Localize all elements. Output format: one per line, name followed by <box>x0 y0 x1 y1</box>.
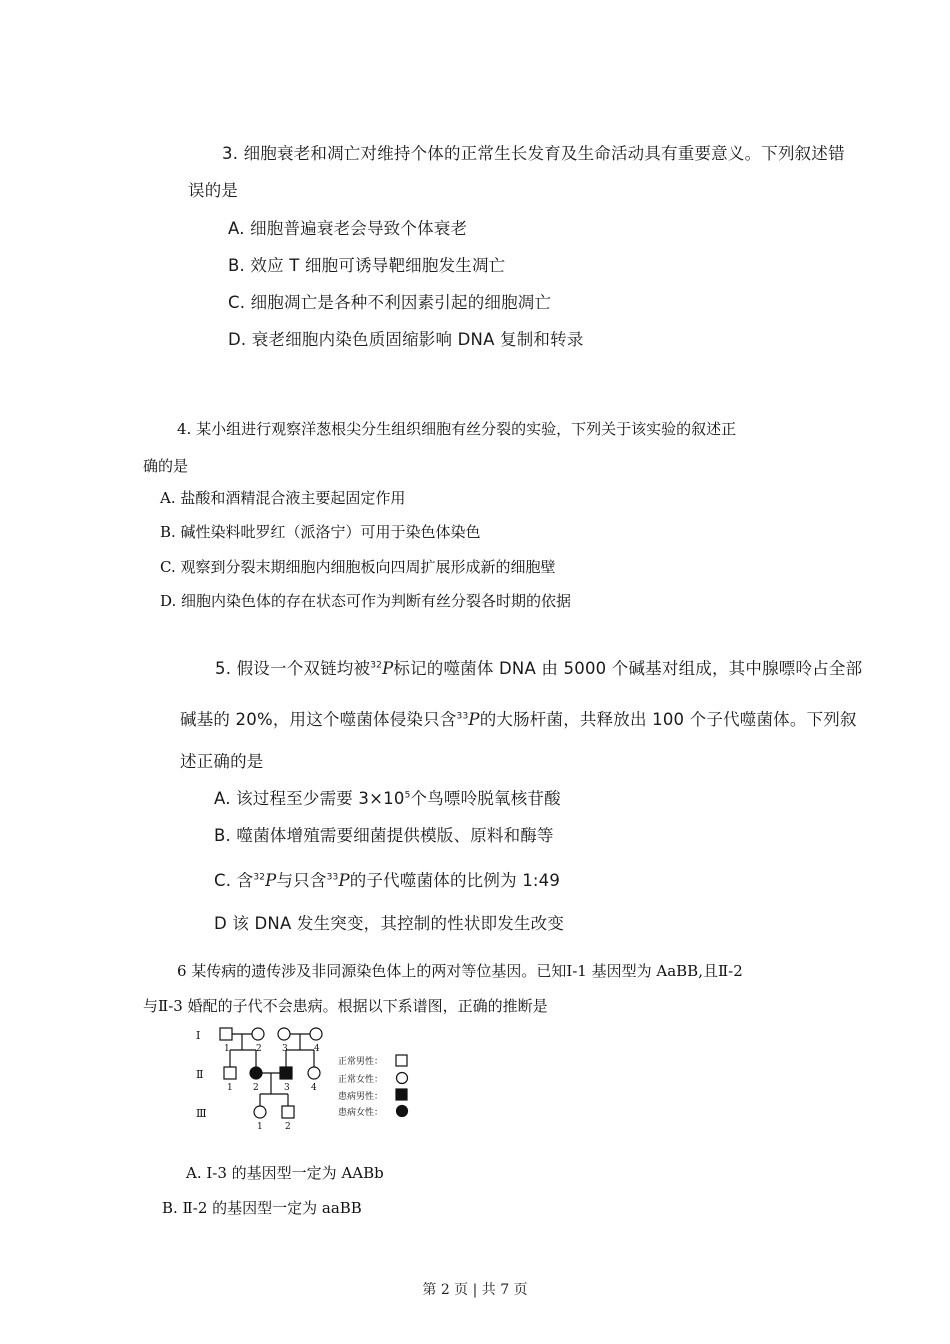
q4-option-d: D. 细胞内染色体的存在状态可作为判断有丝分裂各时期的依据 <box>160 592 572 610</box>
page-footer: 第 2 页 | 共 7 页 <box>422 1282 528 1298</box>
q4-option-b: B. 碱性染料吡罗红（派洛宁）可用于染色体染色 <box>160 523 481 541</box>
q5-stem-line3: 述正确的是 <box>180 752 264 771</box>
pedigree-chart <box>190 1022 430 1137</box>
q5-optc-post: 的子代噬菌体的比例为 1:49 <box>349 871 561 890</box>
q5-stem-line2 <box>180 706 857 730</box>
q6-stem-line2: 与Ⅱ-3 婚配的子代不会患病。根据以下系谱图，正确的推断是 <box>143 997 548 1015</box>
q5-line1-post: 标记的噬菌体 DNA 由 5000 个碱基对组成，其中腺嘌呤占全部 <box>393 659 863 678</box>
q5-opta-pre: A. 该过程至少需要 3×10 <box>214 789 405 808</box>
gen1-number-4: 4 <box>314 1044 320 1054</box>
q3-option-c: C. 细胞凋亡是各种不利因素引起的细胞凋亡 <box>228 293 552 312</box>
gen2-number-2: 2 <box>253 1083 259 1093</box>
q5-optc-p2: P <box>338 871 350 890</box>
q3-stem-line2: 误的是 <box>188 181 239 200</box>
legend-symbol-normal-male <box>396 1055 407 1066</box>
q5-line2-pre: 碱基的 20%，用这个噬菌体侵染只含 <box>180 710 457 729</box>
gen2-individual-3 <box>280 1067 292 1079</box>
q5-opta-post: 个鸟嘌呤脱氧核苷酸 <box>410 789 561 808</box>
q5-optc-mid: 与只含 <box>276 871 327 890</box>
gen1-individual-4 <box>310 1028 322 1040</box>
gen2-number-1: 1 <box>227 1083 233 1093</box>
q5-stem-line1 <box>215 655 862 679</box>
legend-symbol-normal-female <box>397 1073 408 1084</box>
gen2-number-4: 4 <box>311 1083 317 1093</box>
q5-optc-sup33: 33 <box>326 872 339 883</box>
gen2-number-3: 3 <box>284 1083 290 1093</box>
q5-option-a <box>214 785 561 809</box>
gen3-number-2: 2 <box>285 1122 291 1132</box>
gen-label-1: Ⅰ <box>196 1029 201 1042</box>
gen1-individual-2 <box>252 1028 264 1040</box>
gen3-individual-2 <box>282 1106 294 1118</box>
q5-sup32: 32 <box>370 660 383 671</box>
q3-option-d: D. 衰老细胞内染色质固缩影响 DNA 复制和转录 <box>228 330 584 349</box>
q3-stem-line1: 3. 细胞衰老和凋亡对维持个体的正常生长发育及生命活动具有重要意义。下列叙述错 <box>222 144 845 163</box>
q3-option-a: A. 细胞普遍衰老会导致个体衰老 <box>228 219 468 238</box>
gen1-number-1: 1 <box>224 1044 230 1054</box>
q4-stem-line1: 4. 某小组进行观察洋葱根尖分生组织细胞有丝分裂的实验，下列关于该实验的叙述正 <box>177 420 737 438</box>
gen1-individual-1 <box>220 1028 232 1040</box>
gen-label-2: Ⅱ <box>196 1068 204 1081</box>
q5-line1-pre: 5. 假设一个双链均被 <box>215 659 371 678</box>
gen-label-3: Ⅲ <box>196 1107 207 1120</box>
q6-option-a: A. Ⅰ-3 的基因型一定为 AABb <box>186 1164 384 1182</box>
gen2-individual-2 <box>250 1067 262 1079</box>
q5-option-b: B. 噬菌体增殖需要细菌提供模版、原料和酶等 <box>214 826 554 845</box>
legend-affected-male: 患病男性： <box>338 1092 384 1102</box>
legend-affected-female: 患病女性： <box>338 1108 384 1118</box>
gen3-number-1: 1 <box>257 1122 263 1132</box>
q5-line2-post: 的大肠杆菌，共释放出 100 个子代噬菌体。下列叙 <box>479 710 857 729</box>
q5-optc-pre: C. 含 <box>214 871 254 890</box>
q5-optc-sup32: 32 <box>253 872 266 883</box>
legend-symbol-affected-female <box>397 1106 408 1117</box>
gen1-number-3: 3 <box>282 1044 288 1054</box>
q5-option-d: D 该 DNA 发生突变，其控制的性状即发生改变 <box>214 914 565 933</box>
q6-stem-line1: 6 某传病的遗传涉及非同源染色体上的两对等位基因。已知Ⅰ-1 基因型为 AaBB,且Ⅱ-2 <box>177 962 743 980</box>
q5-sup33: 33 <box>456 711 469 722</box>
legend-normal-female: 正常女性： <box>338 1075 384 1085</box>
legend-symbol-affected-male <box>396 1089 407 1100</box>
q5-opta-sup: 5 <box>404 790 411 801</box>
q5-p-symbol: P <box>382 659 394 678</box>
gen2-individual-4 <box>308 1067 320 1079</box>
q5-optc-p1: P <box>265 871 277 890</box>
q4-option-c: C. 观察到分裂末期细胞内细胞板向四周扩展形成新的细胞壁 <box>160 558 556 576</box>
q4-stem-line2: 确的是 <box>143 457 189 475</box>
q4-option-a: A. 盐酸和酒精混合液主要起固定作用 <box>160 489 406 507</box>
gen3-individual-1 <box>254 1106 266 1118</box>
gen1-number-2: 2 <box>256 1044 262 1054</box>
gen1-individual-3 <box>278 1028 290 1040</box>
gen2-individual-1 <box>224 1067 236 1079</box>
q5-p-symbol-2: P <box>468 710 480 729</box>
q5-option-c <box>214 867 560 891</box>
q6-option-b: B. Ⅱ-2 的基因型一定为 aaBB <box>162 1199 362 1217</box>
q3-option-b: B. 效应 T 细胞可诱导靶细胞发生凋亡 <box>228 256 506 275</box>
legend-normal-male: 正常男性： <box>338 1057 384 1067</box>
